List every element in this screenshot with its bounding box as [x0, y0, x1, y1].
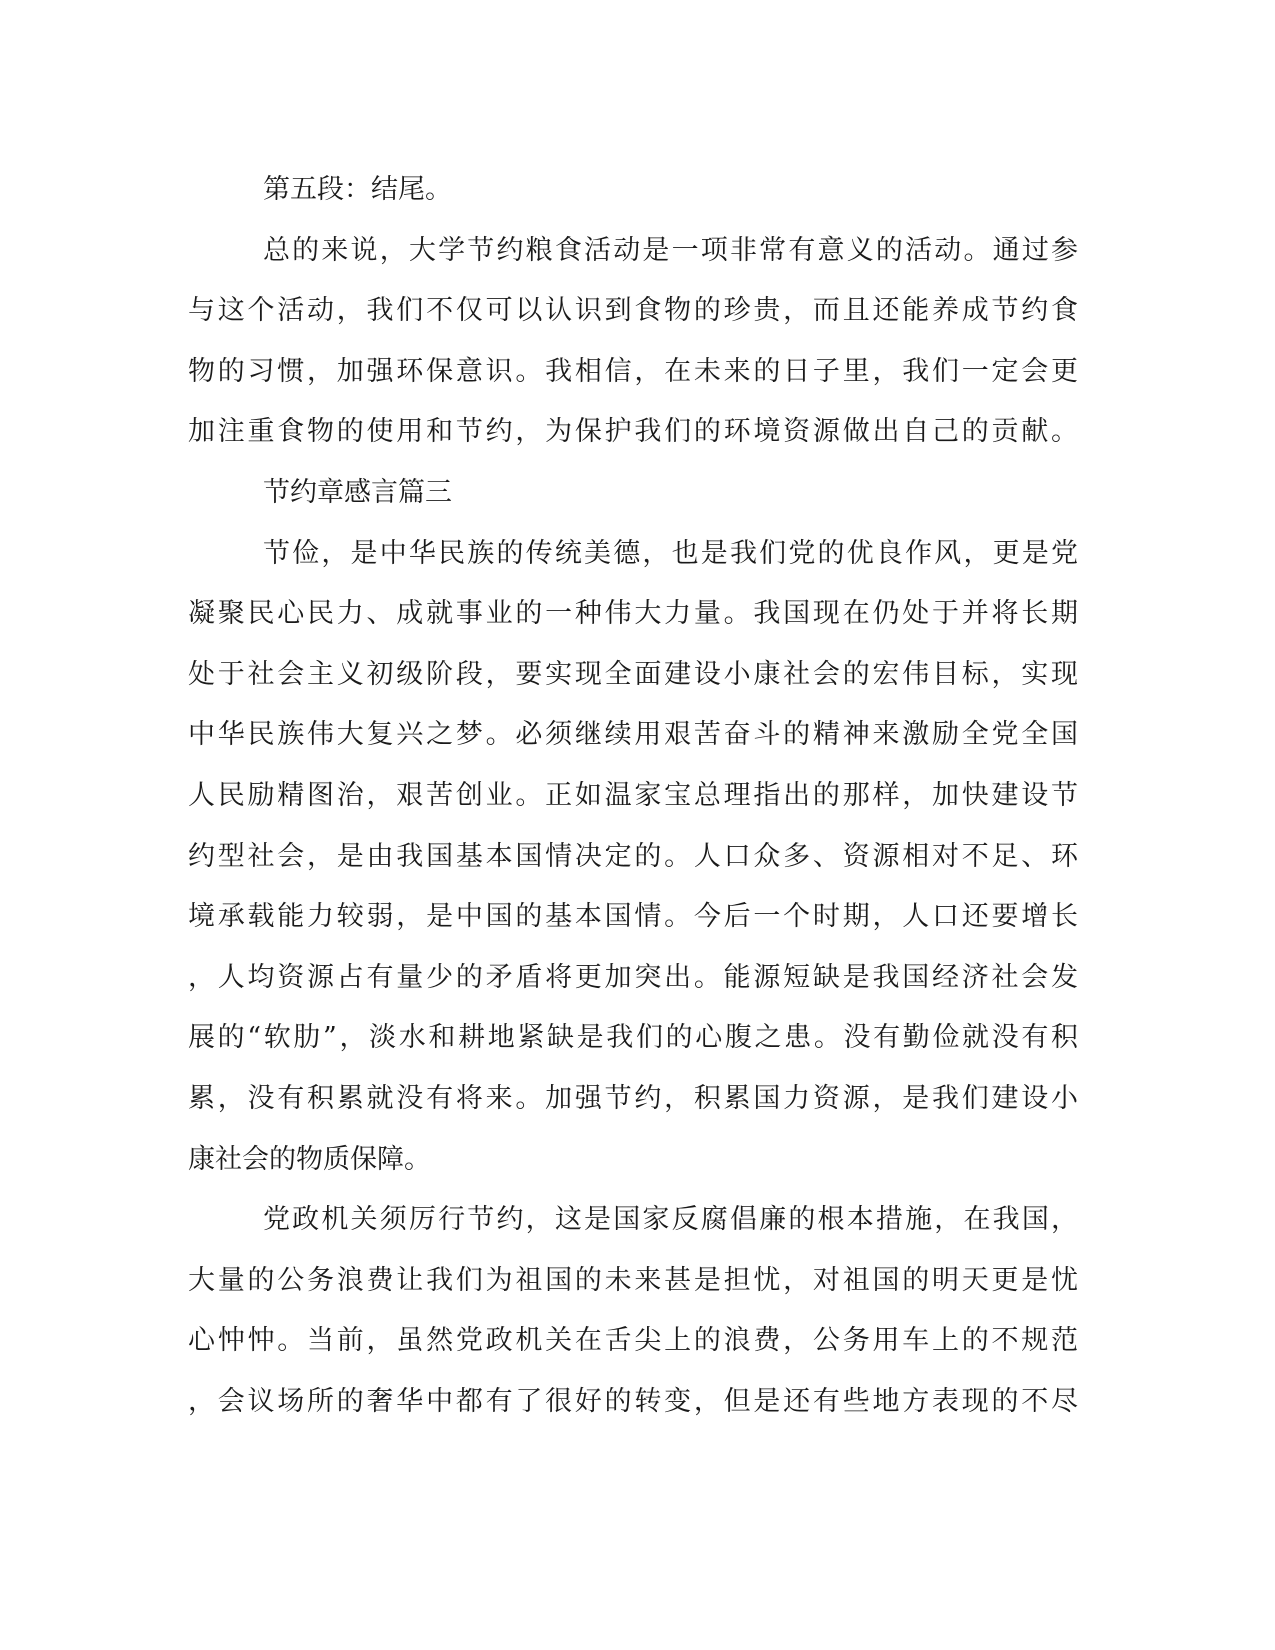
- text-line: 大量的公务浪费让我们为祖国的未来甚是担忧，对祖国的明天更是忧: [188, 1264, 1078, 1296]
- text-line: 物的习惯，加强环保意识。我相信，在未来的日子里，我们一定会更: [188, 355, 1078, 387]
- text-line: 展的“软肋”，淡水和耕地紧缺是我们的心腹之患。没有勤俭就没有积: [188, 1022, 1078, 1054]
- text-line: 境承载能力较弱，是中国的基本国情。今后一个时期，人口还要增长: [188, 901, 1078, 933]
- text-line: 累，没有积累就没有将来。加强节约，积累国力资源，是我们建设小: [188, 1082, 1078, 1114]
- text-line: 加注重食物的使用和节约，为保护我们的环境资源做出自己的贡献。: [188, 416, 1078, 448]
- text-line: 党政机关须厉行节约，这是国家反腐倡廉的根本措施，在我国，: [263, 1204, 1078, 1236]
- text-line: ，会议场所的奢华中都有了很好的转变，但是还有些地方表现的不尽: [188, 1385, 1078, 1417]
- text-line: 总的来说，大学节约粮食活动是一项非常有意义的活动。通过参: [263, 234, 1078, 266]
- text-line: 第五段：结尾。: [263, 174, 452, 205]
- text-line: ，人均资源占有量少的矛盾将更加突出。能源短缺是我国经济社会发: [188, 961, 1078, 993]
- text-line: 节约章感言篇三: [263, 476, 452, 508]
- text-line: 与这个活动，我们不仅可以认识到食物的珍贵，而且还能养成节约食: [188, 295, 1078, 327]
- text-line: 凝聚民心民力、成就事业的一种伟大力量。我国现在仍处于并将长期: [188, 598, 1078, 630]
- text-line: 人民励精图治，艰苦创业。正如温家宝总理指出的那样，加快建设节: [188, 779, 1078, 811]
- text-line: 处于社会主义初级阶段，要实现全面建设小康社会的宏伟目标，实现: [188, 658, 1078, 690]
- text-line: 中华民族伟大复兴之梦。必须继续用艰苦奋斗的精神来激励全党全国: [188, 719, 1078, 751]
- text-line: 康社会的物质保障。: [188, 1143, 431, 1175]
- text-line: 心忡忡。当前，虽然党政机关在舌尖上的浪费，公务用车上的不规范: [188, 1325, 1078, 1357]
- text-line: 约型社会，是由我国基本国情决定的。人口众多、资源相对不足、环: [188, 840, 1078, 872]
- text-line: 节俭，是中华民族的传统美德，也是我们党的优良作风，更是党: [263, 537, 1078, 569]
- document-body: [188, 160, 1078, 1432]
